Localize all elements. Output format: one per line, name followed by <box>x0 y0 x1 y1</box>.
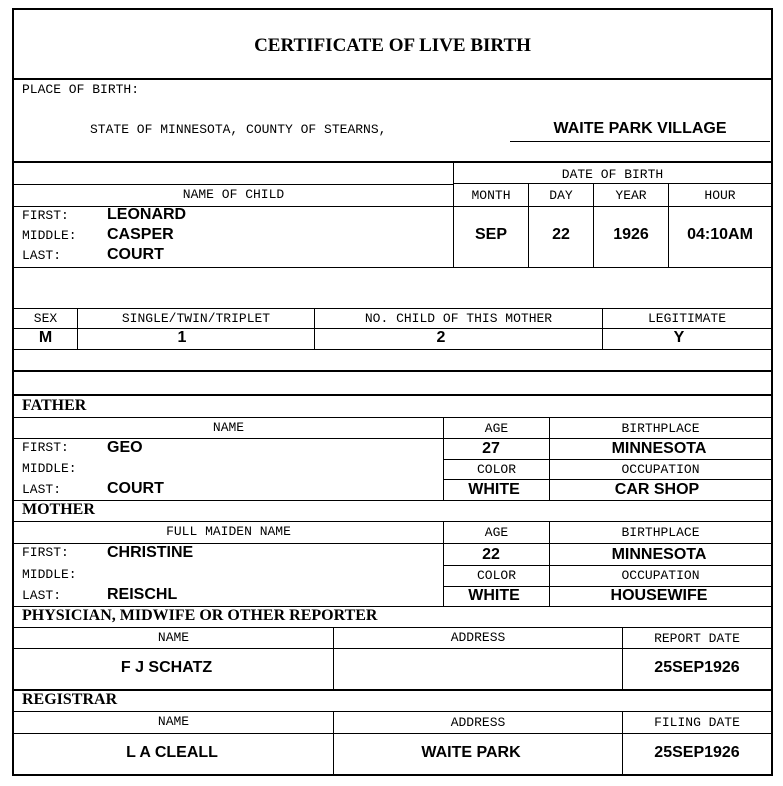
sex-value: M <box>38 329 53 346</box>
mother-birthplace-label: BIRTHPLACE <box>621 525 700 540</box>
mother-age-label: AGE <box>484 525 509 540</box>
divider <box>12 78 773 80</box>
father-section-title: FATHER <box>22 397 87 414</box>
dob-day: 22 <box>552 226 570 243</box>
place-village: WAITE PARK VILLAGE <box>553 120 727 137</box>
registrar-name-label: NAME <box>157 714 190 729</box>
mother-name-label: FULL MAIDEN NAME <box>166 524 291 539</box>
registrar-filing-date: 25SEP1926 <box>654 744 740 761</box>
registrar-filing-date-label: FILING DATE <box>654 715 740 730</box>
father-first: GEO <box>107 439 143 456</box>
border-top <box>12 8 773 10</box>
physician-section-title: PHYSICIAN, MIDWIFE OR OTHER REPORTER <box>22 607 378 624</box>
multiplicity-label: SINGLE/TWIN/TRIPLET <box>121 311 271 326</box>
mother-occupation-label: OCCUPATION <box>621 568 700 583</box>
divider <box>12 733 773 734</box>
place-of-birth-label: PLACE OF BIRTH: <box>22 82 140 97</box>
child-middle-label: MIDDLE: <box>22 228 77 243</box>
mother-last-label: LAST: <box>22 588 62 603</box>
father-age: 27 <box>482 440 500 457</box>
divider <box>443 479 773 480</box>
mother-last: REISCHL <box>107 586 178 603</box>
father-last: COURT <box>107 480 164 497</box>
mother-birthplace: MINNESOTA <box>611 546 707 563</box>
child-number-value: 2 <box>436 329 446 346</box>
month-label: MONTH <box>471 188 511 203</box>
hour-label: HOUR <box>704 188 736 203</box>
divider <box>12 184 453 185</box>
legitimate-label: LEGITIMATE <box>647 311 726 326</box>
registrar-name: L A CLEALL <box>126 744 218 761</box>
mother-first: CHRISTINE <box>107 544 194 561</box>
father-middle-label: MIDDLE: <box>22 461 77 476</box>
child-first-label: FIRST: <box>22 208 69 223</box>
divider <box>12 648 773 649</box>
divider <box>12 349 773 350</box>
dob-hour: 04:10AM <box>687 226 753 243</box>
physician-address-label: ADDRESS <box>450 630 506 645</box>
date-of-birth-header: DATE OF BIRTH <box>561 167 664 182</box>
father-occupation: CAR SHOP <box>614 481 700 498</box>
mother-section-title: MOTHER <box>22 501 95 518</box>
border-bottom <box>12 774 773 776</box>
divider <box>12 394 773 396</box>
mother-middle-label: MIDDLE: <box>22 567 77 582</box>
divider <box>12 711 773 712</box>
child-last-label: LAST: <box>22 248 62 263</box>
divider <box>12 627 773 628</box>
registrar-section-title: REGISTRAR <box>22 691 118 708</box>
father-age-label: AGE <box>484 421 509 436</box>
legitimate-value: Y <box>673 329 685 346</box>
mother-occupation: HOUSEWIFE <box>610 587 708 604</box>
physician-report-date-label: REPORT DATE <box>654 631 740 646</box>
divider <box>12 521 773 522</box>
father-occupation-label: OCCUPATION <box>621 462 700 477</box>
divider <box>443 565 773 566</box>
mother-color-label: COLOR <box>476 568 516 583</box>
mother-color: WHITE <box>468 587 520 604</box>
dob-year: 1926 <box>613 226 649 243</box>
father-first-label: FIRST: <box>22 440 69 455</box>
child-first: LEONARD <box>107 206 187 223</box>
border-right <box>771 8 773 776</box>
father-name-label: NAME <box>212 420 245 435</box>
page-title: CERTIFICATE OF LIVE BIRTH <box>254 35 531 56</box>
father-birthplace-label: BIRTHPLACE <box>621 421 700 436</box>
physician-name-label: NAME <box>157 630 190 645</box>
divider <box>12 500 773 501</box>
day-label: DAY <box>549 188 573 203</box>
registrar-address: WAITE PARK <box>421 744 521 761</box>
place-state-county: STATE OF MINNESOTA, COUNTY OF STEARNS, <box>90 122 387 137</box>
year-label: YEAR <box>615 188 647 203</box>
father-last-label: LAST: <box>22 482 62 497</box>
dob-month: SEP <box>474 226 507 243</box>
name-of-child-header: NAME OF CHILD <box>182 187 285 202</box>
village-underline <box>510 141 770 142</box>
multiplicity-value: 1 <box>177 329 187 346</box>
child-number-label: NO. CHILD OF THIS MOTHER <box>364 311 553 326</box>
mother-first-label: FIRST: <box>22 545 69 560</box>
divider <box>12 161 773 163</box>
child-middle: CASPER <box>107 226 174 243</box>
child-last: COURT <box>107 246 164 263</box>
divider <box>12 370 773 372</box>
registrar-address-label: ADDRESS <box>450 715 506 730</box>
father-color-label: COLOR <box>476 462 516 477</box>
divider <box>12 267 773 268</box>
mother-age: 22 <box>482 546 500 563</box>
divider <box>453 183 773 184</box>
divider <box>12 417 773 418</box>
sex-label: SEX <box>33 311 58 326</box>
physician-name: F J SCHATZ <box>120 659 213 676</box>
divider <box>12 308 773 309</box>
divider <box>443 459 773 460</box>
father-color: WHITE <box>468 481 520 498</box>
divider <box>12 689 773 691</box>
father-birthplace: MINNESOTA <box>611 440 707 457</box>
physician-report-date: 25SEP1926 <box>654 659 740 676</box>
